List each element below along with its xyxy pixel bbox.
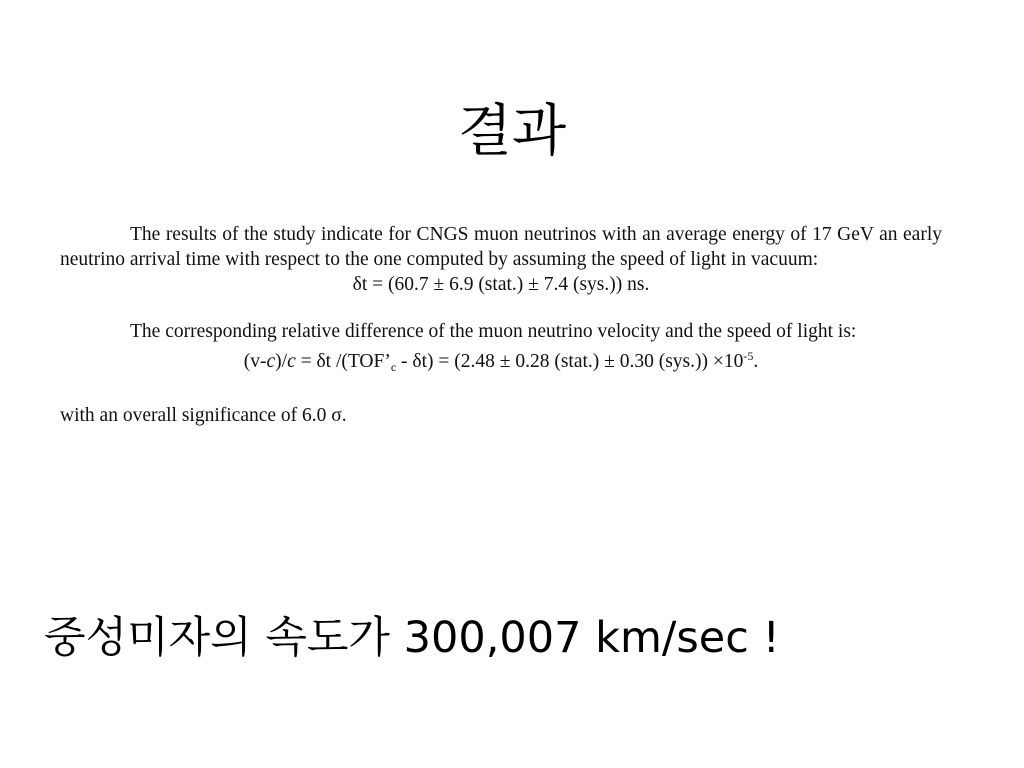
eq-lhs-close: )/ [275,351,288,372]
excerpt-paragraph-1: The results of the study indicate for CNGS muon neutrinos with an average energy of 17 GeV an early neutrino arrival time with respect to the one computed by assuming the speed of light in vacuum: [60,224,942,270]
excerpt-paragraph-3: with an overall significance of 6.0 σ. [60,405,347,426]
slide-title: 결과 [457,98,567,164]
eq-exponent: -5 [743,349,754,363]
eq-end: . [753,351,759,372]
conclusion-statement: 중성미자의 속도가 300,007 km/sec ! [44,613,780,663]
eq-lhs-open: (v- [243,351,267,372]
paper-excerpt [60,222,942,428]
eq-subscript: c [390,360,397,374]
eq-lhs-c: c [266,351,276,372]
eq-middle: = δt /(TOF’ [295,351,391,372]
eq-c-variable: c [287,351,296,372]
equation-time-difference: δt = (60.7 ± 6.9 (stat.) ± 7.4 (sys.)) ns. [352,274,650,295]
equation-velocity-difference [60,344,942,380]
excerpt-paragraph-2: The corresponding relative difference of the muon neutrino velocity and the speed of light is: [130,321,857,342]
eq-rhs: - δt) = (2.48 ± 0.28 (stat.) ± 0.30 (sys.)) ×10 [396,351,744,372]
